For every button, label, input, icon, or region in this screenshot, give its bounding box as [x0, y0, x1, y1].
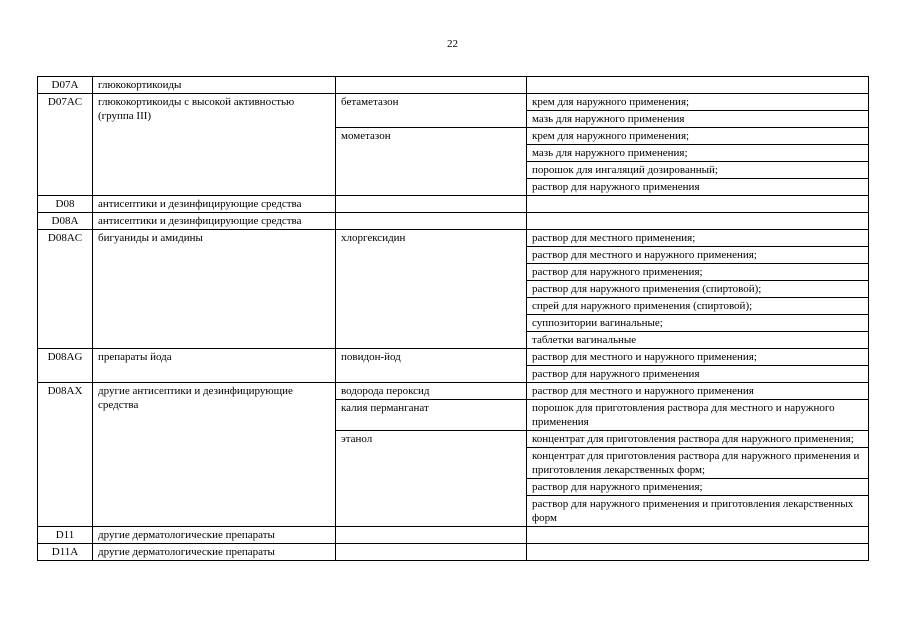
dosage-form-line: раствор для наружного применения; [527, 478, 868, 495]
dosage-form-cell [527, 544, 869, 561]
dosage-form-line: мазь для наружного применения; [527, 144, 868, 161]
dosage-form-cell [527, 383, 869, 400]
anatomical-therapeutic-group-cell: препараты йода [93, 349, 336, 383]
dosage-form-line [527, 213, 868, 229]
table-row [38, 213, 869, 230]
dosage-form-line: раствор для наружного применения; [527, 263, 868, 280]
dosage-form-cell [527, 527, 869, 544]
dosage-form-line: крем для наружного применения; [532, 96, 690, 108]
dosage-form-line: раствор для наружного применения и приготовления лекарственных форм [527, 495, 868, 526]
dosage-form-line: раствор для наружного применения [527, 178, 868, 195]
dosage-form-cell [527, 213, 869, 230]
dosage-form-line: спрей для наружного применения (спиртовой); [527, 297, 868, 314]
dosage-form-cell [527, 94, 869, 128]
dosage-form-line: раствор для наружного применения [527, 365, 868, 382]
atc-code-cell: D08AX [38, 383, 93, 527]
anatomical-therapeutic-group-cell: другие дерматологические препараты [93, 527, 336, 544]
drug-name-cell: водорода пероксид [336, 383, 527, 400]
dosage-form-cell [527, 349, 869, 383]
drug-name-cell [336, 196, 527, 213]
anatomical-therapeutic-group-cell: глюкокортикоиды с высокой активностью (группа III) [93, 94, 336, 196]
dosage-form-line [527, 527, 868, 543]
table-row [38, 527, 869, 544]
dosage-form-line: концентрат для приготовления раствора для наружного применения и приготовления лекарственных форм; [527, 447, 868, 478]
dosage-form-line: крем для наружного применения; [532, 130, 690, 142]
atc-code-cell: D07AC [38, 94, 93, 196]
table-row [38, 544, 869, 561]
table-row [38, 196, 869, 213]
dosage-form-cell [527, 128, 869, 196]
atc-code-cell: D11A [38, 544, 93, 561]
dosage-form-cell [527, 77, 869, 94]
table-row [38, 383, 869, 400]
atc-code-cell: D07A [38, 77, 93, 94]
anatomical-therapeutic-group-cell: бигуаниды и амидины [93, 230, 336, 349]
dosage-form-line: суппозитории вагинальные; [527, 314, 868, 331]
anatomical-therapeutic-group-cell: другие антисептики и дезинфицирующие средства [93, 383, 336, 527]
atc-code-cell: D08AC [38, 230, 93, 349]
drug-table [37, 76, 869, 561]
page-number: 22 [447, 38, 458, 50]
atc-code-cell: D08AG [38, 349, 93, 383]
drug-name-cell: этанол [336, 431, 527, 527]
anatomical-therapeutic-group-cell: антисептики и дезинфицирующие средства [93, 213, 336, 230]
atc-code-cell: D08 [38, 196, 93, 213]
dosage-form-line: порошок для ингаляций дозированный; [527, 161, 868, 178]
drug-name-cell: хлоргексидин [336, 230, 527, 349]
dosage-form-cell [527, 230, 869, 349]
drug-name-cell [336, 77, 527, 94]
drug-name-cell: бетаметазон [336, 94, 527, 128]
dosage-form-line: порошок для приготовления раствора для местного и наружного применения [532, 402, 835, 428]
dosage-form-line: мазь для наружного применения [527, 110, 868, 127]
anatomical-therapeutic-group-cell: глюкокортикоиды [93, 77, 336, 94]
dosage-form-line: раствор для наружного применения (спиртовой); [527, 280, 868, 297]
dosage-form-line: раствор для местного и наружного применения [532, 385, 754, 397]
dosage-form-line: раствор для местного и наружного применения; [532, 351, 757, 363]
atc-code-cell: D11 [38, 527, 93, 544]
table-row [38, 349, 869, 383]
drug-name-cell: повидон-йод [336, 349, 527, 383]
table-row [38, 94, 869, 128]
anatomical-therapeutic-group-cell: антисептики и дезинфицирующие средства [93, 196, 336, 213]
dosage-form-line: концентрат для приготовления раствора для наружного применения; [532, 433, 854, 445]
drug-name-cell: мометазон [336, 128, 527, 196]
dosage-form-cell [527, 196, 869, 213]
drug-name-cell [336, 527, 527, 544]
drug-name-cell: калия перманганат [336, 400, 527, 431]
dosage-form-line: раствор для местного применения; [532, 232, 696, 244]
dosage-form-line [527, 196, 868, 212]
dosage-form-cell [527, 400, 869, 431]
dosage-form-cell [527, 431, 869, 527]
table-row [38, 77, 869, 94]
dosage-form-line [527, 544, 868, 560]
dosage-form-line [527, 77, 868, 93]
dosage-form-line: раствор для местного и наружного применения; [527, 246, 868, 263]
table-row [38, 230, 869, 349]
dosage-form-line: таблетки вагинальные [527, 331, 868, 348]
atc-code-cell: D08A [38, 213, 93, 230]
anatomical-therapeutic-group-cell: другие дерматологические препараты [93, 544, 336, 561]
drug-name-cell [336, 213, 527, 230]
drug-name-cell [336, 544, 527, 561]
